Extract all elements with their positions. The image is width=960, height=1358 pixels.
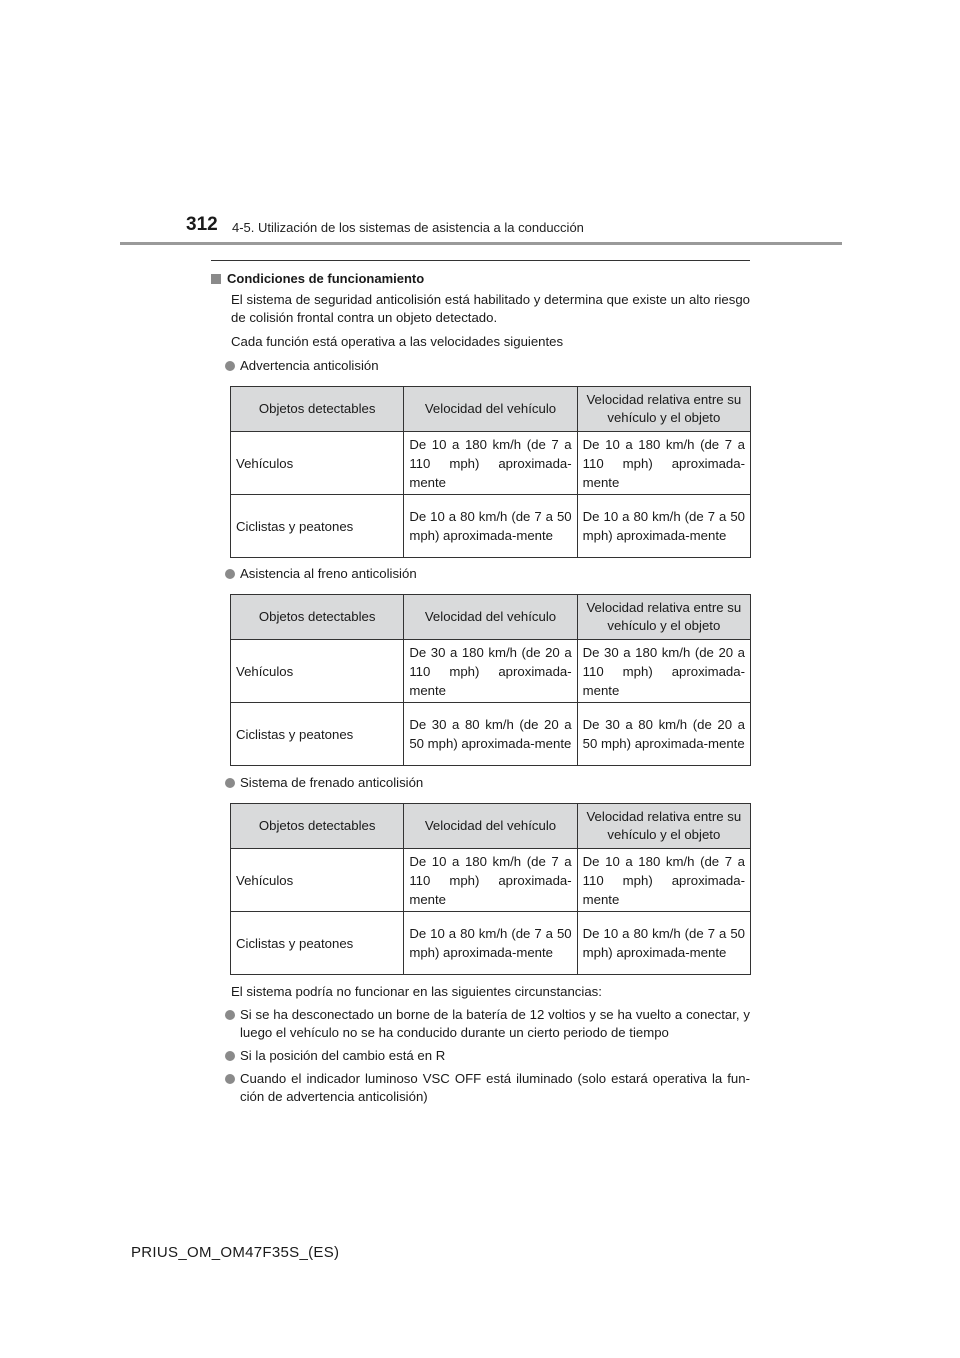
- section-heading: [211, 271, 750, 286]
- list-item: Si se ha desconectado un borne de la batería de 12 voltios y se ha vuelto a conectar, y luego el vehículo no se ha conducido durante un cierto periodo de tiempo: [211, 1006, 750, 1042]
- chapter-title: 4-5. Utilización de los sistemas de asistencia a la conducción: [232, 220, 584, 235]
- list-item: Cuando el indicador luminoso VSC OFF está iluminado (solo estará operativa la fun-ción de advertencia anticolisión): [211, 1070, 750, 1106]
- object-cell: Ciclistas y peatones: [231, 495, 404, 558]
- table-header-row: [231, 804, 751, 849]
- object-cell: Ciclistas y peatones: [231, 912, 404, 975]
- table-row: [231, 432, 751, 495]
- vehicle-speed-cell: De 30 a 180 km/h (de 20 a 110 mph) aproximada-mente: [404, 640, 577, 703]
- speed-table: [230, 803, 751, 975]
- list-item: Si la posición del cambio está en R: [211, 1047, 750, 1065]
- section-divider: [211, 260, 750, 261]
- vehicle-speed-cell: De 10 a 180 km/h (de 7 a 110 mph) aproximada-mente: [404, 432, 577, 495]
- header-vehicle-speed: Velocidad del vehículo: [404, 387, 577, 432]
- header-objects: Objetos detectables: [231, 804, 404, 849]
- speeds-intro: Cada función está operativa a las velocidades siguientes: [231, 334, 564, 349]
- function-heading: Sistema de frenado anticolisión: [211, 774, 750, 792]
- section-title-text: Condiciones de funcionamiento: [227, 271, 425, 286]
- header-relative-speed: Velocidad relativa entre su vehículo y el objeto: [577, 387, 750, 432]
- vehicle-speed-cell: De 10 a 180 km/h (de 7 a 110 mph) aproximada-mente: [404, 849, 577, 912]
- table-header-row: [231, 387, 751, 432]
- relative-speed-cell: De 30 a 80 km/h (de 20 a 50 mph) aproximada-mente: [577, 703, 750, 766]
- square-bullet-icon: [211, 274, 221, 284]
- header-divider: [120, 242, 842, 245]
- relative-speed-cell: De 10 a 180 km/h (de 7 a 110 mph) aproximada-mente: [577, 432, 750, 495]
- speed-table: [230, 594, 751, 766]
- round-bullet-icon: [225, 778, 235, 788]
- table-row: [231, 640, 751, 703]
- header-vehicle-speed: Velocidad del vehículo: [404, 804, 577, 849]
- table-row: [231, 495, 751, 558]
- document-code: PRIUS_OM_OM47F35S_(ES): [131, 1244, 340, 1261]
- function-heading: Advertencia anticolisión: [211, 357, 750, 375]
- object-cell: Vehículos: [231, 849, 404, 912]
- round-bullet-icon: [225, 1074, 235, 1084]
- relative-speed-cell: De 10 a 80 km/h (de 7 a 50 mph) aproximada-mente: [577, 912, 750, 975]
- table-row: [231, 849, 751, 912]
- page-content: [211, 260, 750, 1106]
- round-bullet-icon: [225, 361, 235, 371]
- vehicle-speed-cell: De 10 a 80 km/h (de 7 a 50 mph) aproximada-mente: [404, 912, 577, 975]
- header-objects: Objetos detectables: [231, 595, 404, 640]
- object-cell: Vehículos: [231, 432, 404, 495]
- object-cell: Vehículos: [231, 640, 404, 703]
- header-relative-speed: Velocidad relativa entre su vehículo y el objeto: [577, 804, 750, 849]
- table-row: [231, 912, 751, 975]
- header-vehicle-speed: Velocidad del vehículo: [404, 595, 577, 640]
- round-bullet-icon: [225, 1051, 235, 1061]
- relative-speed-cell: De 10 a 80 km/h (de 7 a 50 mph) aproximada-mente: [577, 495, 750, 558]
- table-header-row: [231, 595, 751, 640]
- relative-speed-cell: De 10 a 180 km/h (de 7 a 110 mph) aproximada-mente: [577, 849, 750, 912]
- table-row: [231, 703, 751, 766]
- limitations-intro: El sistema podría no funcionar en las siguientes circunstancias:: [231, 984, 602, 999]
- round-bullet-icon: [225, 1010, 235, 1020]
- object-cell: Ciclistas y peatones: [231, 703, 404, 766]
- section-intro: El sistema de seguridad anticolisión está habilitado y determina que existe un alto riesgo de colisión frontal contra un objeto detectado.: [231, 292, 750, 325]
- function-heading: Asistencia al freno anticolisión: [211, 565, 750, 583]
- relative-speed-cell: De 30 a 180 km/h (de 20 a 110 mph) aproximada-mente: [577, 640, 750, 703]
- vehicle-speed-cell: De 10 a 80 km/h (de 7 a 50 mph) aproximada-mente: [404, 495, 577, 558]
- header-objects: Objetos detectables: [231, 387, 404, 432]
- speed-table: [230, 386, 751, 558]
- page-number: 312: [186, 214, 218, 235]
- header-relative-speed: Velocidad relativa entre su vehículo y el objeto: [577, 595, 750, 640]
- vehicle-speed-cell: De 30 a 80 km/h (de 20 a 50 mph) aproximada-mente: [404, 703, 577, 766]
- round-bullet-icon: [225, 569, 235, 579]
